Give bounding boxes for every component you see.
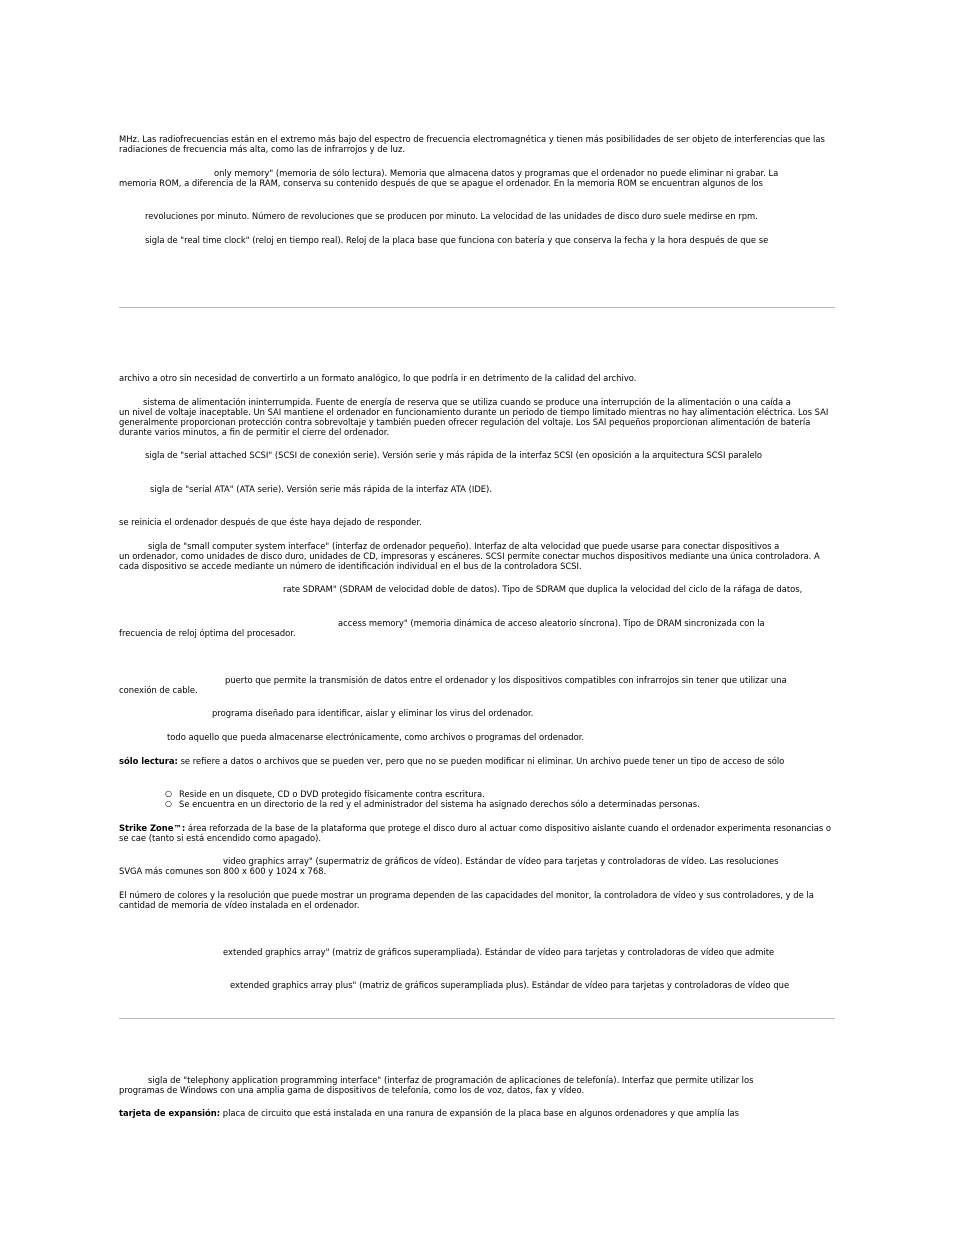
paragraph-tarjeta-expansion	[119, 1108, 739, 1118]
section-divider	[119, 1018, 835, 1019]
paragraph-sdram-line1: access memory" (memoria dinámica de acceso aleatorio síncrona). Tipo de DRAM sincronizada con la	[338, 618, 765, 628]
definition-tarjeta-expansion: placa de circuito que está instalada en una ranura de expansión de la placa base en algunos ordenadores y que amplía las	[220, 1108, 740, 1118]
paragraph-strike-zone	[119, 823, 835, 843]
paragraph-tapi-line2: programas de Windows con una amplia gama de dispositivos de telefonía, como los de voz, datos, fax y vídeo.	[119, 1085, 585, 1095]
paragraph-svga-line1: video graphics array" (supermatriz de gráficos de vídeo). Estándar de vídeo para tarjetas y controladoras de vídeo. Las resoluciones	[223, 856, 779, 866]
paragraph-sai-rest: un nivel de voltaje inaceptable. Un SAI mantiene el ordenador en funcionamiento durante un periodo de tiempo limitado mientras no hay alimentación eléctrica. Los SAI generalmente proporcionan protección contra sobrevoltaje y también pueden ofrecer regulación del voltaje. Los SAI pequeños proporcionan alimentación de batería durante varios minutos, a fin de permitir el cierre del ordenador.	[119, 407, 829, 438]
paragraph-antivirus: programa diseñado para identificar, aislar y eliminar los virus del ordenador.	[212, 708, 534, 718]
definition-strike-zone: área reforzada de la base de la plataforma que protege el disco duro al actuar como dispositivo aislante cuando el ordenador experimenta resonancias o se cae (tanto si está encendido como apagado).	[119, 823, 832, 844]
paragraph-sxga-plus: extended graphics array plus" (matriz de gráficos superampliada plus). Estándar de vídeo para tarjetas y controladoras de vídeo que	[230, 980, 790, 990]
paragraph-rom-line1: only memory" (memoria de sólo lectura). Memoria que almacena datos y programas que el ordenador no puede eliminar ni grabar. La	[214, 168, 779, 178]
paragraph-sdram-line2: frecuencia de reloj óptima del procesador.	[119, 628, 296, 638]
paragraph-mhz: MHz. Las radiofrecuencias están en el extremo más bajo del espectro de frecuencia electromagnética y tienen más posibilidades de ser objeto de interferencias que las radiaciones de frecuencia más alta, como las de infrarrojos y de luz.	[119, 134, 825, 155]
definition-solo-lectura: se refiere a datos o archivos que se pueden ver, pero que no se pueden modificar ni eliminar. Un archivo puede tener un tipo de acceso de sólo	[177, 756, 785, 766]
paragraph-software: todo aquello que pueda almacenarse electrónicamente, como archivos o programas del ordenador.	[167, 732, 585, 742]
paragraph-ddr-sdram: rate SDRAM" (SDRAM de velocidad doble de datos). Tipo de SDRAM que duplica la velocidad del ciclo de la ráfaga de datos,	[283, 584, 803, 594]
term-tarjeta-expansion: tarjeta de expansión:	[119, 1108, 221, 1118]
paragraph-rom-line2: memoria ROM, a diferencia de la RAM, conserva su contenido después de que se apague el ordenador. En la memoria ROM se encuentran algunos de los	[119, 178, 763, 188]
paragraph-sata: sigla de "serial ATA" (ATA serie). Versión serie más rápida de la interfaz ATA (IDE).	[150, 484, 492, 494]
paragraph-solo-lectura	[119, 756, 784, 766]
bullet-marker: ○	[165, 789, 172, 798]
paragraph-rpm: revoluciones por minuto. Número de revoluciones que se producen por minuto. La velocidad de las unidades de disco duro suele medirse en rpm.	[145, 211, 758, 221]
paragraph-rtc: sigla de "real time clock" (reloj en tiempo real). Reloj de la placa base que funciona con batería y que conserva la fecha y la hora después de que se	[145, 235, 769, 245]
bullet-marker: ○	[165, 799, 172, 808]
paragraph-archivo: archivo a otro sin necesidad de convertirlo a un formato analógico, lo que podría ir en detrimento de la calidad del archivo.	[119, 373, 637, 383]
term-strike-zone: Strike Zone™:	[119, 823, 186, 833]
term-solo-lectura: sólo lectura:	[119, 756, 178, 766]
paragraph-scsi-rest: un ordenador, como unidades de disco duro, unidades de CD, impresoras y escáneres. SCSI permite conectar muchos dispositivos mediante una única controladora. A cada dispositivo se accede mediante un número de identificación individual en el bus de la controladora SCSI.	[119, 551, 820, 572]
list-item: Se encuentra en un directorio de la red y el administrador del sistema ha asignado derechos sólo a determinadas personas.	[179, 799, 700, 809]
paragraph-infrarrojos-line1: puerto que permite la transmisión de datos entre el ordenador y los dispositivos compatibles con infrarrojos sin tener que utilizar una	[225, 675, 787, 685]
section-divider	[119, 307, 835, 308]
paragraph-tapi-line1: sigla de "telephony application programming interface" (interfaz de programación de aplicaciones de telefonía). Interfaz que permite utilizar los	[148, 1075, 754, 1085]
paragraph-infrarrojos-line2: conexión de cable.	[119, 685, 198, 695]
paragraph-sas: sigla de "serial attached SCSI" (SCSI de conexión serie). Versión serie y más rápida de la interfaz SCSI (en oposición a la arquitectura SCSI paralelo	[145, 450, 763, 460]
paragraph-svga-line2: SVGA más comunes son 800 x 600 y 1024 x 768.	[119, 866, 327, 876]
paragraph-sai-line1: sistema de alimentación ininterrumpida. Fuente de energía de reserva que se utiliza cuando se produce una interrupción de la alimentación o una caída a	[143, 397, 791, 407]
paragraph-sxga: extended graphics array" (matriz de gráficos superampliada). Estándar de vídeo para tarjetas y controladoras de vídeo que admite	[223, 947, 775, 957]
paragraph-reinicio: se reinicia el ordenador después de que éste haya dejado de responder.	[119, 517, 422, 527]
paragraph-scsi-line1: sigla de "small computer system interface" (interfaz de ordenador pequeño). Interfaz de alta velocidad que puede usarse para conectar dispositivos a	[148, 541, 780, 551]
list-item: Reside en un disquete, CD o DVD protegido físicamente contra escritura.	[179, 789, 485, 799]
paragraph-colores: El número de colores y la resolución que puede mostrar un programa dependen de las capacidades del monitor, la controladora de vídeo y sus controladores, y de la cantidad de memoria de vídeo instalada en el ordenador.	[119, 890, 814, 911]
